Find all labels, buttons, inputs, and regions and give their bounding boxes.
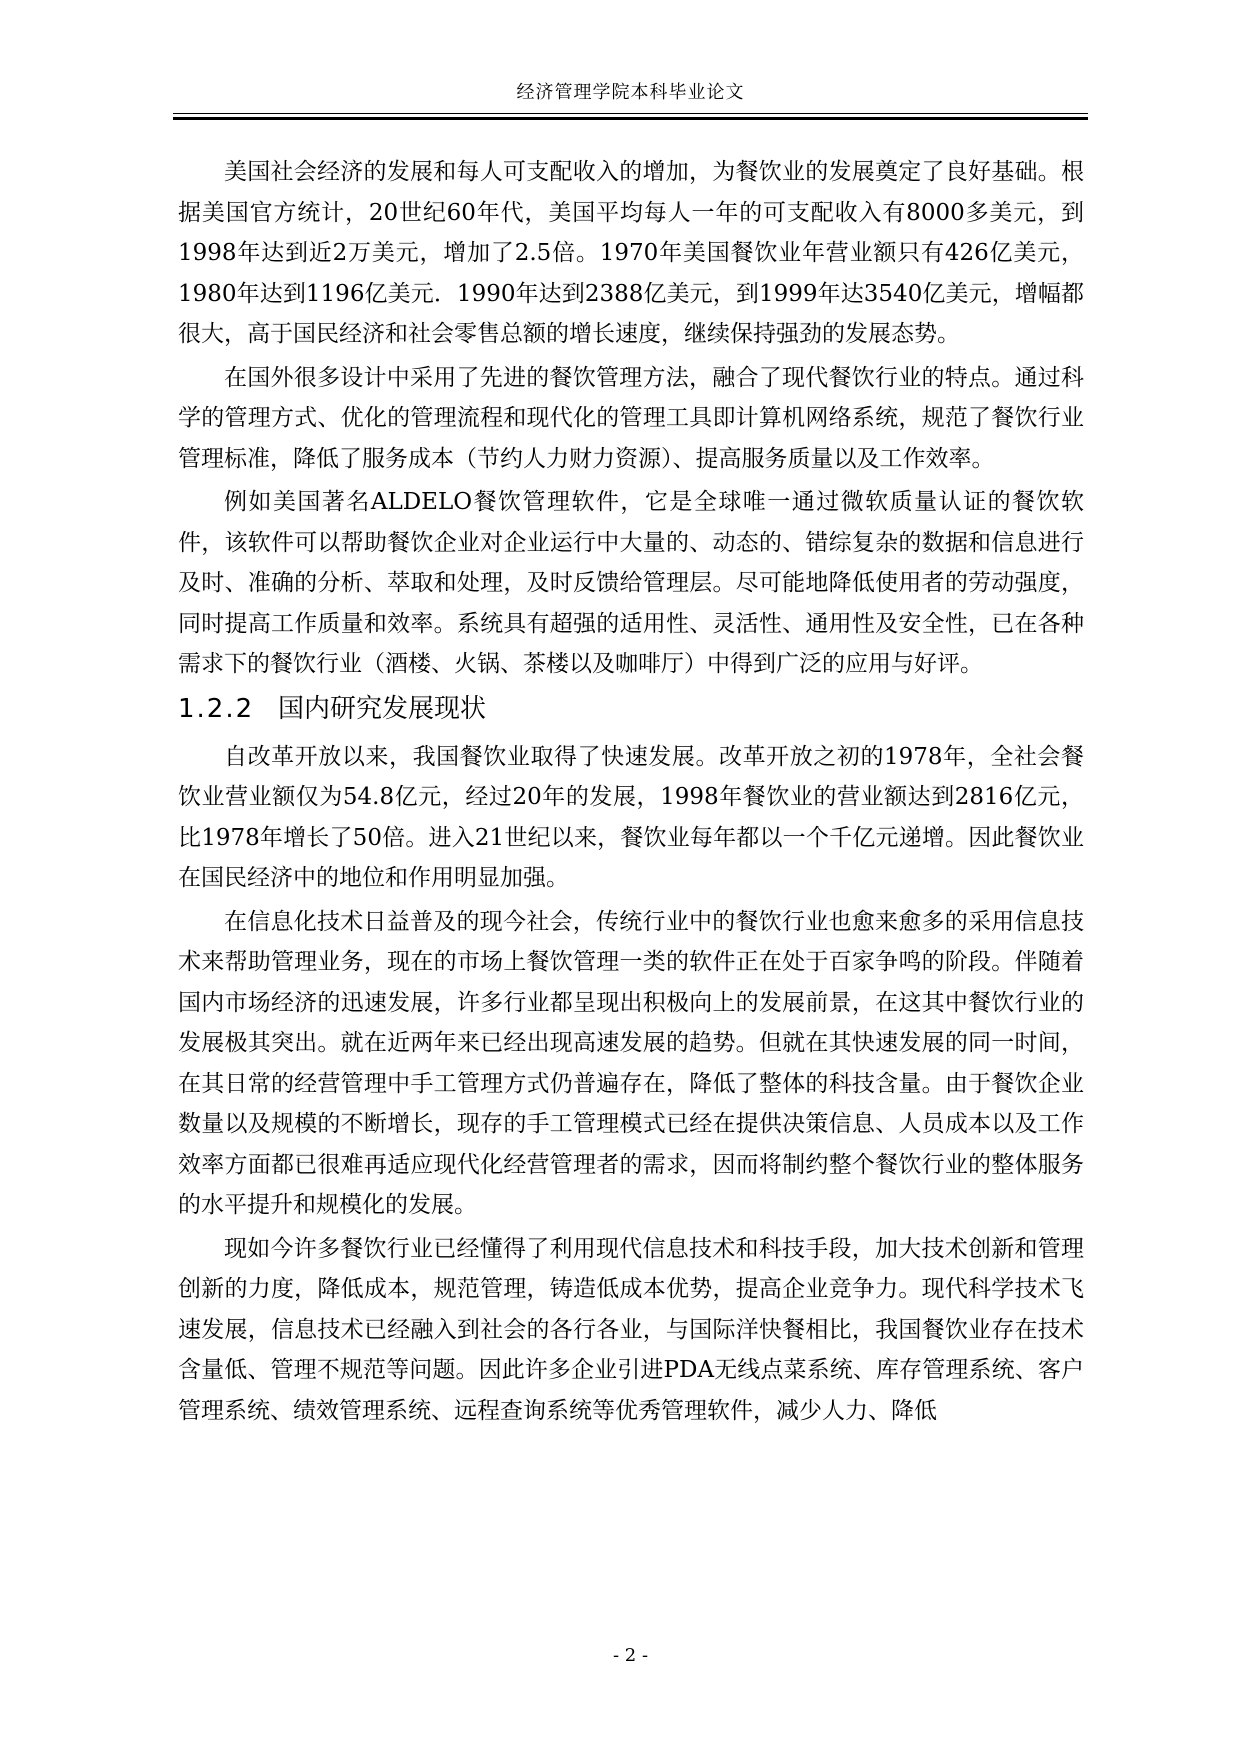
- section-title: 国内研究发展现状: [278, 693, 487, 724]
- paragraph: 例如美国著名ALDELO餐饮管理软件，它是全球唯一通过微软质量认证的餐饮软件，该软件可以帮助餐饮企业对企业运行中大量的、动态的、错综复杂的数据和信息进行及时、准确的分析、萃取和处理，及时反馈给管理层。尽可能地降低使用者的劳动强度，同时提高工作质量和效率。系统具有超强的适用性、灵活性、通用性及安全性，已在各种需求下的餐饮行业（酒楼、火锅、茶楼以及咖啡厅）中得到广泛的应用与好评。: [178, 489, 1084, 677]
- paragraph: 自改革开放以来，我国餐饮业取得了快速发展。改革开放之初的1978年，全社会餐饮业营业额仅为54.8亿元，经过20年的发展，1998年餐饮业的营业额达到2816亿元，比1978年增长了50倍。进入21世纪以来，餐饮业每年都以一个千亿元递增。因此餐饮业在国民经济中的地位和作用明显加强。: [178, 743, 1084, 891]
- page-number: - 2 -: [612, 1645, 649, 1666]
- section-heading: [178, 689, 1084, 729]
- paragraph: 在信息化技术日益普及的现今社会，传统行业中的餐饮行业也愈来愈多的采用信息技术来帮助管理业务，现在的市场上餐饮管理一类的软件正在处于百家争鸣的阶段。伴随着国内市场经济的迅速发展，许多行业都呈现出积极向上的发展前景，在这其中餐饮行业的发展极其突出。就在近两年来已经出现高速发展的趋势。但就在其快速发展的同一时间，在其日常的经营管理中手工管理方式仍普遍存在，降低了整体的科技含量。由于餐饮企业数量以及规模的不断增长，现存的手工管理模式已经在提供决策信息、人员成本以及工作效率方面都已很难再适应现代化经营管理者的需求，因而将制约整个餐饮行业的整体服务的水平提升和规模化的发展。: [178, 908, 1084, 1218]
- section-number: 1.2.2: [178, 693, 255, 724]
- paragraph: 现如今许多餐饮行业已经懂得了利用现代信息技术和科技手段，加大技术创新和管理创新的力度，降低成本，规范管理，铸造低成本优势，提高企业竞争力。现代科学技术飞速发展，信息技术已经融入到社会的各行各业，与国际洋快餐相比，我国餐饮业存在技术含量低、管理不规范等问题。因此许多企业引进PDA无线点菜系统、库存管理系统、客户管理系统、绩效管理系统、远程查询系统等优秀管理软件，减少人力、降低: [178, 1235, 1084, 1424]
- running-header: 经济管理学院本科毕业论文: [516, 82, 745, 103]
- body-text: [178, 152, 1084, 1434]
- paragraph: 在国外很多设计中采用了先进的餐饮管理方法，融合了现代餐饮行业的特点。通过科学的管理方式、优化的管理流程和现代化的管理工具即计算机网络系统，规范了餐饮行业管理标准，降低了服务成本（节约人力财力资源）、提高服务质量以及工作效率。: [178, 364, 1084, 472]
- header-rule: [173, 113, 1088, 120]
- paragraph: 美国社会经济的发展和每人可支配收入的增加，为餐饮业的发展奠定了良好基础。根据美国官方统计，20世纪60年代，美国平均每人一年的可支配收入有8000多美元，到1998年达到近2万美元，增加了2.5倍。1970年美国餐饮业年营业额只有426亿美元，1980年达到1196亿美元．1990年达到2388亿美元，到1999年达3540亿美元，增幅都很大，高于国民经济和社会零售总额的增长速度，继续保持强劲的发展态势。: [178, 159, 1084, 347]
